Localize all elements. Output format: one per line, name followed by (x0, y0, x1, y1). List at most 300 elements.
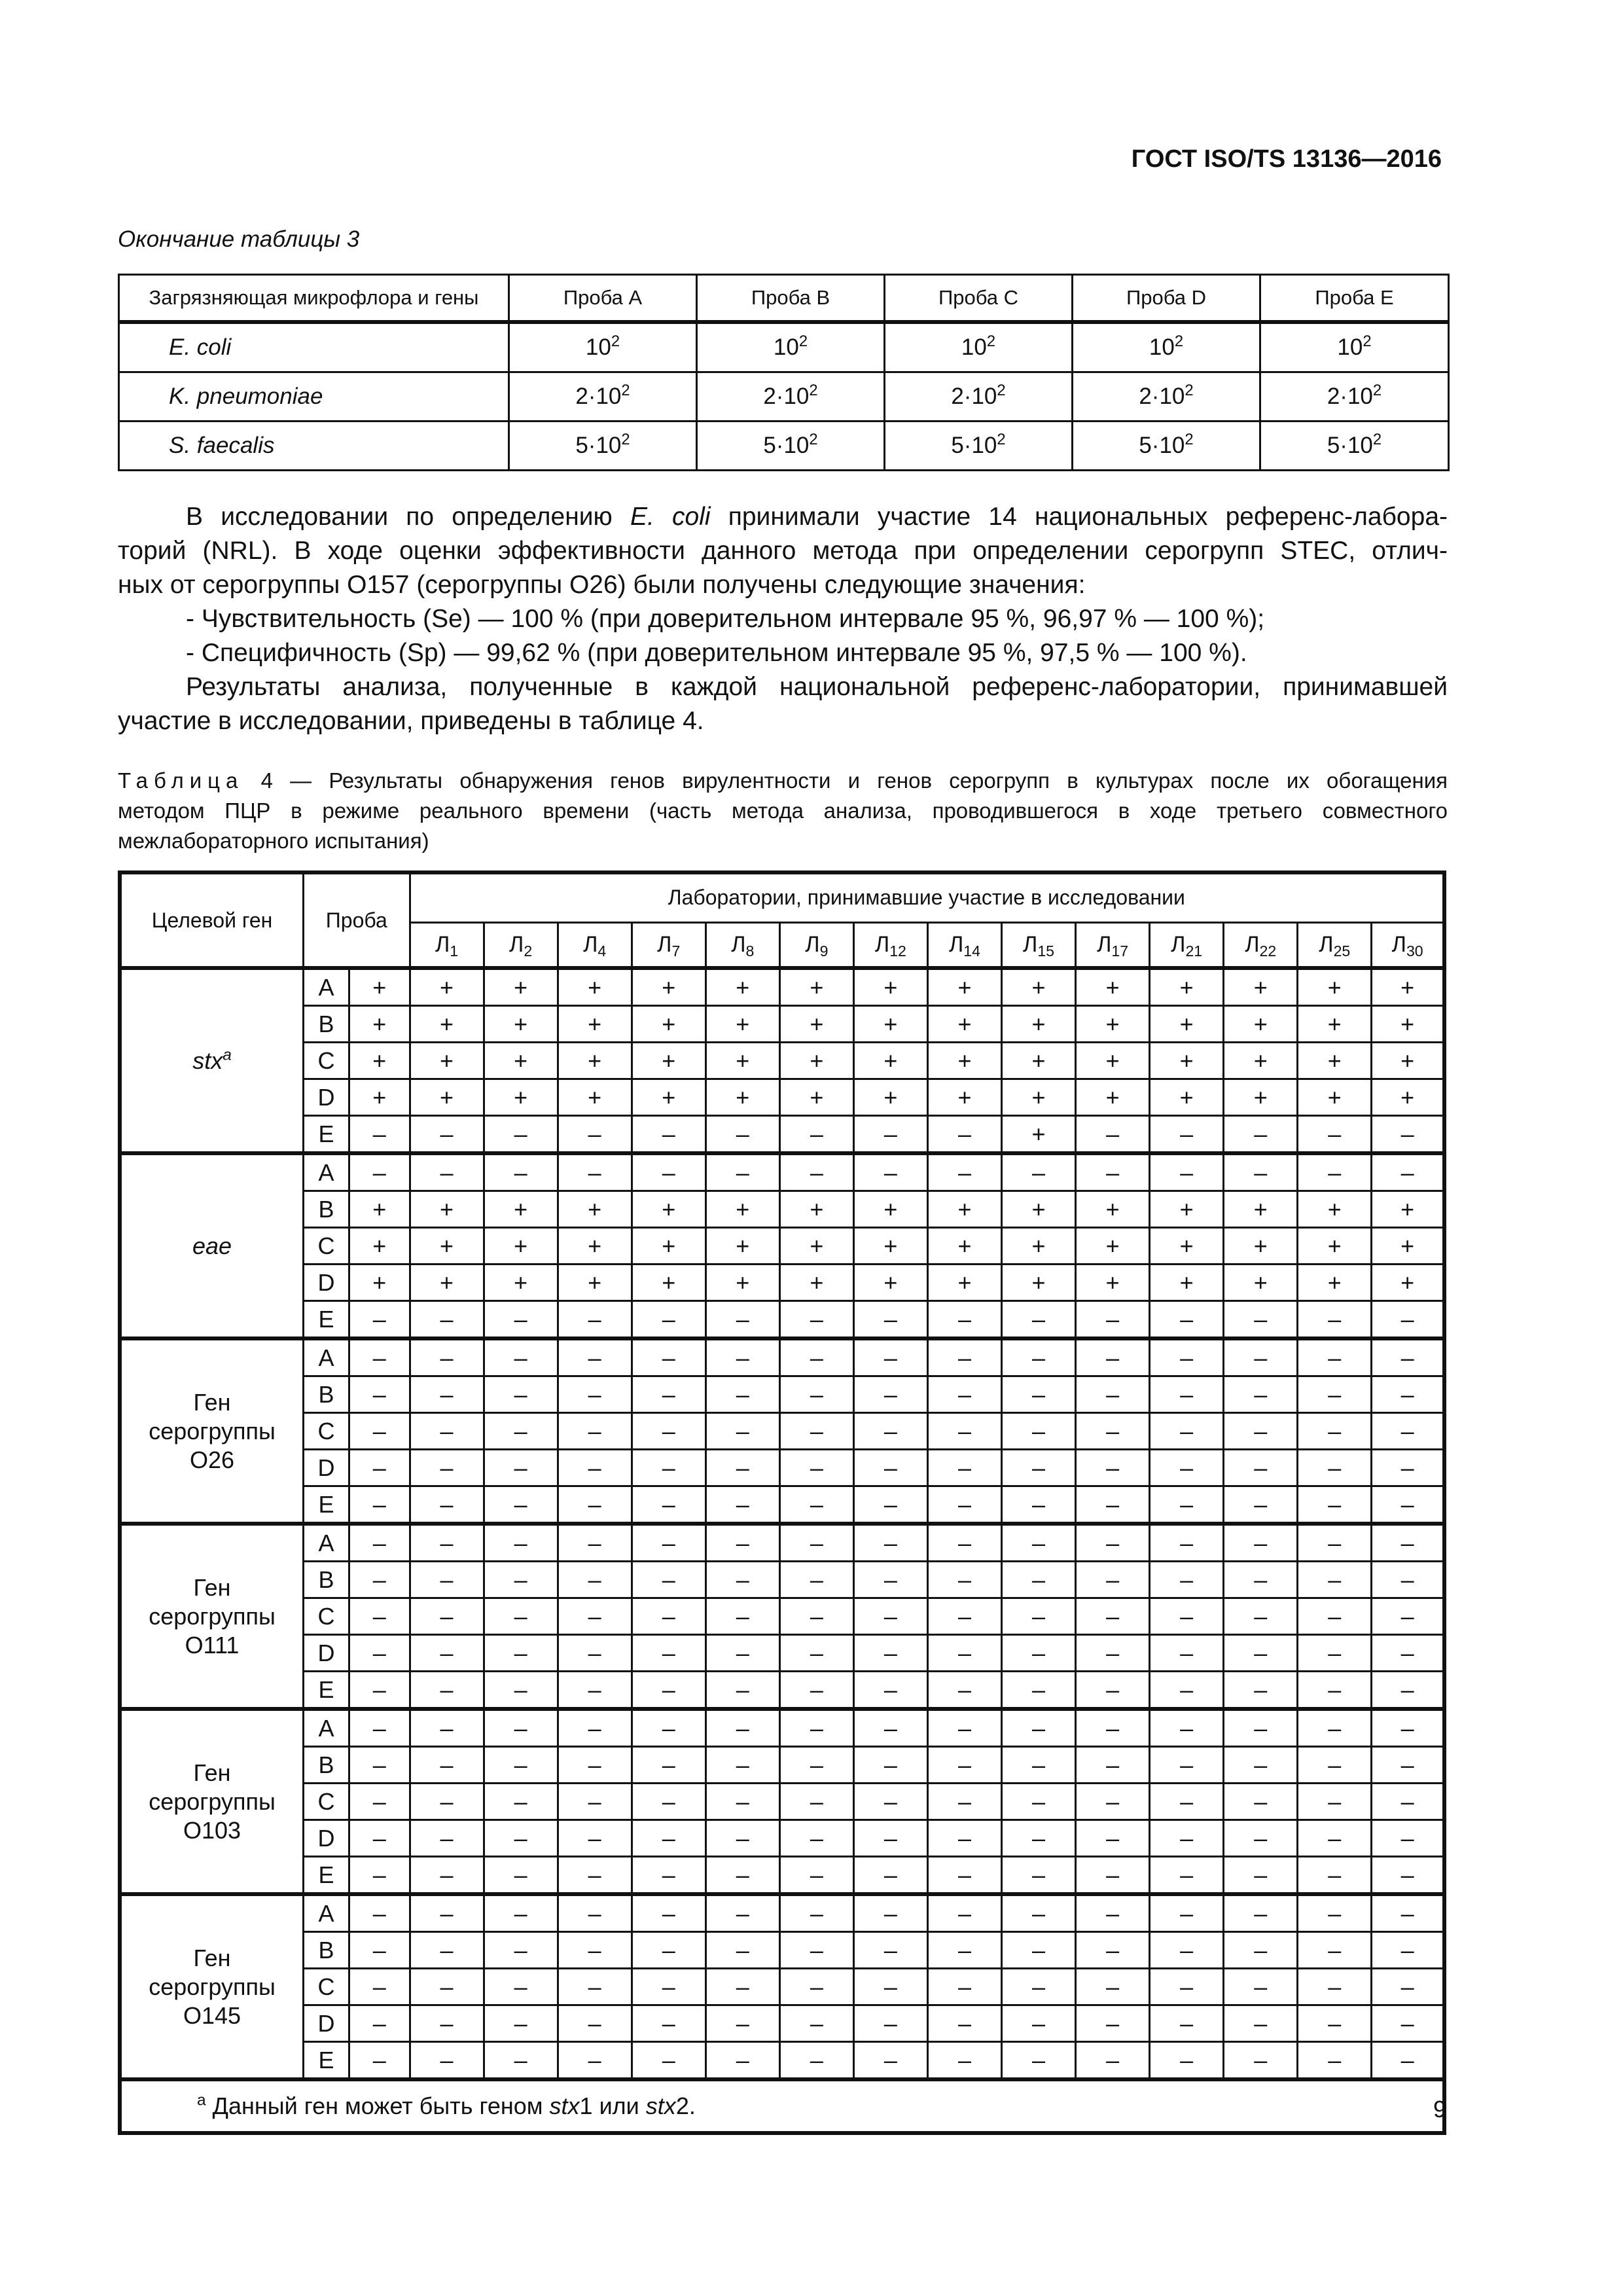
lab-prefix: Л (435, 931, 450, 957)
lab-result: + (779, 968, 853, 1006)
lab-result: + (1298, 1079, 1372, 1116)
table3 (118, 274, 1450, 471)
lab-result: – (410, 1153, 484, 1191)
table-row (120, 1969, 1444, 2005)
lab-result: + (558, 1079, 632, 1116)
lab-result: – (632, 1524, 705, 1562)
organism-name: E. coli (119, 322, 509, 372)
table-row (120, 1524, 1444, 1562)
lab-result: – (558, 1635, 632, 1672)
lab-result: – (558, 1562, 632, 1598)
table-row (120, 1043, 1444, 1079)
table4-footnote-row (120, 2079, 1444, 2133)
coefficient: 5· (1139, 433, 1160, 458)
lab-result: – (927, 2005, 1001, 2042)
lab-result: + (1076, 1191, 1150, 1228)
lab-result: – (1150, 1894, 1224, 1932)
coefficient: 2· (575, 384, 596, 409)
lab-result: – (779, 1709, 853, 1747)
table-row (120, 1413, 1444, 1450)
lab-result: – (705, 1784, 779, 1820)
lab-result: – (927, 1894, 1001, 1932)
lab-result: + (1002, 1079, 1076, 1116)
power-exponent: 2 (1174, 332, 1184, 350)
lab-number: 21 (1185, 942, 1203, 960)
lab-result: – (1298, 1820, 1372, 1857)
lab-result: – (1298, 1524, 1372, 1562)
lab-header (632, 922, 705, 968)
lab-result: – (410, 1894, 484, 1932)
lab-result: – (632, 1709, 705, 1747)
list-item: - Специфичность (Sp) — 99,62 % (при доверительном интервале 95 %, 97,5 % — 100 %). (186, 639, 1247, 667)
lab-result: + (1076, 968, 1150, 1006)
lab-result: – (484, 1524, 558, 1562)
table-row (120, 2005, 1444, 2042)
lab-result: – (853, 1747, 927, 1784)
lab-result: – (1224, 1894, 1298, 1932)
power-exponent: 2 (997, 430, 1006, 448)
coefficient: 5· (575, 433, 596, 458)
lab-result: – (1150, 1857, 1224, 1895)
lab-result: – (558, 1598, 632, 1635)
sample-letter: E (304, 1857, 349, 1895)
lab-header (1002, 922, 1076, 968)
lab-result: – (1224, 1857, 1298, 1895)
lab-result: + (484, 968, 558, 1006)
power-base: 10 (961, 334, 987, 360)
lab-result: + (484, 1191, 558, 1228)
lab-result: + (1298, 968, 1372, 1006)
lab-prefix: Л (583, 931, 598, 957)
gene-label-line: серогруппы (149, 1602, 276, 1630)
lab-result: – (705, 1598, 779, 1635)
sample-letter: B (304, 1191, 349, 1228)
coefficient: 2· (1139, 384, 1160, 409)
lab-result: – (484, 1635, 558, 1672)
lab-header (927, 922, 1001, 968)
lab-result: – (1150, 1969, 1224, 2005)
reference-result: – (349, 1486, 410, 1524)
lab-prefix: Л (874, 931, 890, 957)
lab-result: + (1002, 1228, 1076, 1265)
lab-result: – (1372, 1413, 1444, 1450)
sample-letter: A (304, 968, 349, 1006)
lab-result: + (1298, 1191, 1372, 1228)
lab-result: – (1298, 1747, 1372, 1784)
lab-result: – (410, 1857, 484, 1895)
caption-text: межлабораторного испытания) (118, 829, 429, 853)
lab-result: – (1298, 1672, 1372, 1710)
lab-result: – (779, 1301, 853, 1339)
lab-result: + (927, 1079, 1001, 1116)
text: принимали участие 14 национальных референс-лабора- (710, 503, 1448, 531)
lab-result: – (1372, 1562, 1444, 1598)
lab-result: – (705, 1486, 779, 1524)
lab-result: – (484, 1784, 558, 1820)
lab-result: – (484, 1932, 558, 1969)
lab-result: + (779, 1265, 853, 1301)
lab-result: – (484, 1894, 558, 1932)
lab-result: + (410, 1079, 484, 1116)
lab-result: + (705, 1191, 779, 1228)
power-base: 10 (1149, 334, 1175, 360)
lab-result: + (1150, 968, 1224, 1006)
lab-result: – (1002, 1376, 1076, 1413)
lab-result: + (1224, 1043, 1298, 1079)
gene-label-line: O145 (183, 2001, 241, 2029)
lab-result: – (853, 1413, 927, 1450)
lab-result: + (484, 1265, 558, 1301)
lab-result: – (632, 1672, 705, 1710)
lab-result: + (1002, 1043, 1076, 1079)
lab-result: – (1224, 1413, 1298, 1450)
power-exponent: 2 (621, 381, 630, 399)
table3-col-header: Проба С (885, 275, 1073, 323)
lab-result: – (1150, 1672, 1224, 1710)
lab-result: – (558, 1932, 632, 1969)
col-labs-group: Лаборатории, принимавшие участие в исследовании (410, 872, 1444, 922)
lab-result: – (1224, 1338, 1298, 1376)
lab-result: – (779, 1524, 853, 1562)
table3-col-header: Проба В (697, 275, 885, 323)
sample-letter: A (304, 1709, 349, 1747)
lab-result: – (1372, 1486, 1444, 1524)
lab-result: – (1372, 1153, 1444, 1191)
lab-result: – (779, 1894, 853, 1932)
lab-result: – (927, 1709, 1001, 1747)
sample-letter: D (304, 1450, 349, 1486)
power-exponent: 2 (621, 430, 630, 448)
power-exponent: 2 (809, 430, 818, 448)
lab-result: + (1372, 1006, 1444, 1043)
lab-result: + (410, 1265, 484, 1301)
lab-result: – (1076, 1709, 1150, 1747)
lab-result: – (410, 1450, 484, 1486)
sample-letter: E (304, 1486, 349, 1524)
lab-result: – (1298, 2005, 1372, 2042)
lab-result: – (1150, 1486, 1224, 1524)
lab-header (484, 922, 558, 968)
lab-result: – (558, 1672, 632, 1710)
lab-result: – (1224, 1969, 1298, 2005)
gene-label-line: серогруппы (149, 1417, 276, 1444)
lab-result: + (705, 1079, 779, 1116)
lab-result: – (1076, 1857, 1150, 1895)
lab-result: – (632, 1857, 705, 1895)
footnote-mark: a (223, 1046, 232, 1064)
lab-result: – (1002, 2005, 1076, 2042)
coefficient: 5· (763, 433, 784, 458)
power-exponent: 2 (611, 332, 620, 350)
lab-header (410, 922, 484, 968)
sample-letter: C (304, 1228, 349, 1265)
lab-result: – (1372, 1376, 1444, 1413)
lab-result: – (927, 1301, 1001, 1339)
lab-result: – (779, 1932, 853, 1969)
lab-result: – (484, 1747, 558, 1784)
lab-result: – (1002, 1598, 1076, 1635)
sample-letter: B (304, 1562, 349, 1598)
power-base: 10 (596, 384, 622, 409)
table-row (120, 1006, 1444, 1043)
lab-result: – (853, 1784, 927, 1820)
lab-result: – (1372, 1450, 1444, 1486)
lab-result: – (484, 1116, 558, 1154)
lab-result: – (705, 1635, 779, 1672)
lab-result: + (632, 968, 705, 1006)
lab-result: + (410, 1006, 484, 1043)
lab-result: – (410, 1524, 484, 1562)
lab-result: – (558, 1969, 632, 2005)
lab-result: + (853, 1228, 927, 1265)
reference-result: – (349, 1338, 410, 1376)
lab-result: – (853, 1932, 927, 1969)
lab-prefix: Л (731, 931, 746, 957)
lab-result: – (1002, 1932, 1076, 1969)
lab-result: – (927, 1784, 1001, 1820)
footnote-text: 2. (675, 2092, 696, 2119)
lab-result: + (927, 1191, 1001, 1228)
lab-result: + (632, 1228, 705, 1265)
power-base: 10 (783, 384, 810, 409)
table-row (120, 1301, 1444, 1339)
lab-result: – (632, 1486, 705, 1524)
lab-result: – (558, 1153, 632, 1191)
lab-result: – (927, 1932, 1001, 1969)
lab-result: – (1150, 1524, 1224, 1562)
lab-result: – (1372, 1598, 1444, 1635)
lab-result: – (779, 2042, 853, 2080)
lab-result: + (1224, 1228, 1298, 1265)
lab-result: – (927, 1969, 1001, 2005)
lab-result: – (632, 1784, 705, 1820)
lab-prefix: Л (1391, 931, 1406, 957)
reference-result: + (349, 1043, 410, 1079)
lab-result: + (1372, 1079, 1444, 1116)
power-base: 10 (596, 433, 622, 458)
lab-result: – (779, 1376, 853, 1413)
lab-result: – (853, 1376, 927, 1413)
table-row (120, 1265, 1444, 1301)
lab-result: – (705, 1116, 779, 1154)
lab-result: – (853, 1857, 927, 1895)
table3-caption: Окончание таблицы 3 (118, 226, 360, 252)
lab-result: + (853, 1043, 927, 1079)
lab-result: – (779, 1598, 853, 1635)
lab-result: – (1076, 1486, 1150, 1524)
lab-result: – (558, 1486, 632, 1524)
lab-result: – (1076, 1153, 1150, 1191)
table-row (120, 1376, 1444, 1413)
lab-result: – (1076, 1969, 1150, 2005)
lab-result: – (1298, 1894, 1372, 1932)
sample-letter: C (304, 1413, 349, 1450)
lab-prefix: Л (1097, 931, 1112, 957)
lab-result: – (927, 1116, 1001, 1154)
sample-letter: C (304, 1043, 349, 1079)
lab-result: + (632, 1265, 705, 1301)
lab-result: – (1076, 1747, 1150, 1784)
lab-result: – (1224, 2005, 1298, 2042)
table-row (120, 1894, 1444, 1932)
lab-result: – (779, 1747, 853, 1784)
sample-letter: B (304, 1747, 349, 1784)
lab-result: – (410, 1376, 484, 1413)
lab-result: – (1224, 1932, 1298, 1969)
lab-result: + (1076, 1006, 1150, 1043)
lab-result: – (1372, 1894, 1444, 1932)
lab-result: – (558, 1747, 632, 1784)
lab-result: – (1372, 2005, 1444, 2042)
sample-letter: C (304, 1784, 349, 1820)
lab-result: + (927, 1228, 1001, 1265)
lab-result: + (1298, 1265, 1372, 1301)
lab-result: + (558, 968, 632, 1006)
lab-result: – (632, 1747, 705, 1784)
lab-result: – (484, 1598, 558, 1635)
power-base: 10 (1159, 384, 1185, 409)
lab-result: – (927, 1598, 1001, 1635)
lab-result: – (558, 1784, 632, 1820)
lab-result: + (705, 1043, 779, 1079)
gene-label-line: серогруппы (149, 1787, 276, 1815)
lab-result: – (927, 1376, 1001, 1413)
table3-cell (697, 422, 885, 471)
lab-result: + (1224, 968, 1298, 1006)
reference-result: – (349, 1450, 410, 1486)
table3-cell (1073, 422, 1260, 471)
reference-result: – (349, 1376, 410, 1413)
sample-letter: D (304, 1079, 349, 1116)
lab-result: + (779, 1191, 853, 1228)
reference-result: – (349, 1562, 410, 1598)
lab-result: – (410, 1338, 484, 1376)
coefficient: 5· (1327, 433, 1347, 458)
gene-label-line: Ген (193, 1573, 231, 1601)
footnote-gene: stx (645, 2092, 676, 2119)
lab-result: – (779, 1562, 853, 1598)
lab-result: – (1002, 1486, 1076, 1524)
lab-number: 4 (597, 942, 607, 960)
table-row (120, 968, 1444, 1006)
lab-result: – (1372, 1969, 1444, 2005)
lab-result: – (1002, 1562, 1076, 1598)
reference-result: + (349, 1191, 410, 1228)
lab-result: – (484, 1413, 558, 1450)
lab-result: – (853, 1635, 927, 1672)
lab-number: 1 (450, 942, 459, 960)
table3-col-header: Загрязняющая микрофлора и гены (119, 275, 509, 323)
table3-cell (1260, 322, 1449, 372)
col-sample: Проба (304, 872, 410, 968)
table3-cell (509, 372, 697, 422)
power-exponent: 2 (798, 332, 808, 350)
lab-result: – (853, 1894, 927, 1932)
lab-result: – (927, 1562, 1001, 1598)
lab-result: – (558, 2005, 632, 2042)
coefficient: 2· (1327, 384, 1347, 409)
lab-result: – (1002, 1857, 1076, 1895)
lab-result: – (1002, 1524, 1076, 1562)
lab-result: – (558, 1524, 632, 1562)
caption-text: 4 — Результаты обнаружения генов вирулентности и генов серогрупп в культурах после их обогащения (243, 768, 1448, 793)
footnote-text: Данный ген может быть геном (205, 2092, 550, 2119)
sample-letter: A (304, 1524, 349, 1562)
lab-result: – (410, 1598, 484, 1635)
organism-name: E. coli (630, 503, 711, 531)
reference-result: – (349, 1598, 410, 1635)
lab-result: – (632, 1338, 705, 1376)
reference-result: – (349, 1932, 410, 1969)
lab-result: – (1298, 1116, 1372, 1154)
power-exponent: 2 (1372, 381, 1382, 399)
body-text (118, 500, 1448, 738)
reference-result: – (349, 1635, 410, 1672)
table3-row (119, 322, 1449, 372)
lab-number: 22 (1259, 942, 1277, 960)
gene-label-line: O26 (190, 1446, 235, 1473)
lab-result: – (1372, 1709, 1444, 1747)
lab-number: 7 (671, 942, 681, 960)
col-target-gene: Целевой ген (120, 872, 304, 968)
table3-cell (1073, 322, 1260, 372)
sample-letter: B (304, 1932, 349, 1969)
lab-result: – (1298, 1969, 1372, 2005)
lab-prefix: Л (805, 931, 820, 957)
lab-result: – (1372, 1784, 1444, 1820)
lab-result: – (484, 1301, 558, 1339)
lab-result: + (779, 1043, 853, 1079)
lab-result: – (853, 1969, 927, 2005)
lab-result: – (705, 1672, 779, 1710)
sample-letter: C (304, 1969, 349, 2005)
lab-result: – (1372, 1524, 1444, 1562)
sample-letter: E (304, 1672, 349, 1710)
lab-result: – (705, 1969, 779, 2005)
power-base: 10 (1347, 384, 1373, 409)
organism-name: S. faecalis (119, 422, 509, 471)
lab-result: – (1076, 2005, 1150, 2042)
lab-result: – (779, 1857, 853, 1895)
lab-result: + (1298, 1006, 1372, 1043)
lab-result: – (853, 1116, 927, 1154)
table3-header-row (119, 275, 1449, 323)
reference-result: – (349, 1894, 410, 1932)
lab-result: – (1076, 1820, 1150, 1857)
table3-row (119, 372, 1449, 422)
lab-result: – (927, 1413, 1001, 1450)
table3-cell (1073, 372, 1260, 422)
lab-result: – (705, 1153, 779, 1191)
lab-header (558, 922, 632, 968)
gene-label-line: Ген (193, 1944, 231, 1971)
lab-result: – (1298, 1932, 1372, 1969)
lab-result: – (1002, 1338, 1076, 1376)
lab-result: – (1076, 1376, 1150, 1413)
lab-result: – (1002, 2042, 1076, 2080)
lab-prefix: Л (1171, 931, 1186, 957)
lab-result: – (1372, 1820, 1444, 1857)
target-gene (120, 1153, 304, 1338)
lab-result: – (1076, 1301, 1150, 1339)
gene-label-line: Ген (193, 1388, 231, 1416)
lab-result: + (779, 1228, 853, 1265)
lab-result: – (484, 1153, 558, 1191)
reference-result: – (349, 1116, 410, 1154)
list-item: - Чувствительность (Se) — 100 % (при доверительном интервале 95 %, 96,97 % — 100 %); (186, 605, 1265, 633)
lab-result: – (1076, 1672, 1150, 1710)
table4-footnote (120, 2079, 1444, 2133)
